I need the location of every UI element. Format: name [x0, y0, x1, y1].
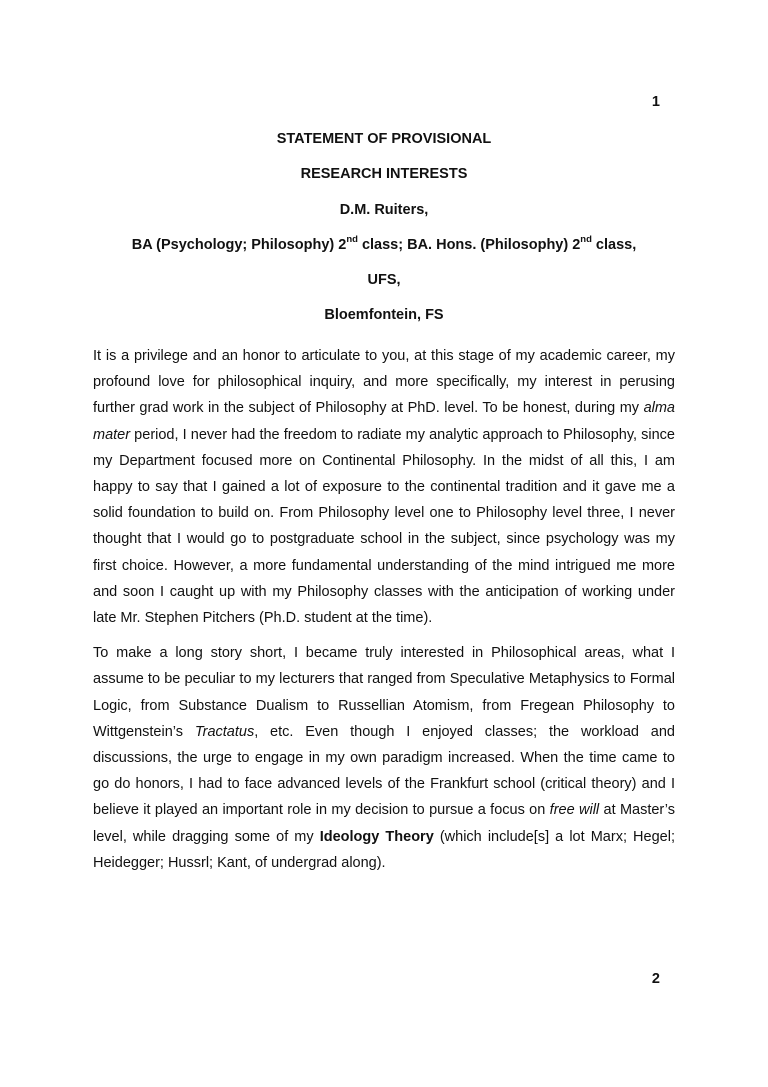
paragraph-1: It is a privilege and an honor to articulate to you, at this stage of my academic career, my profound love for philosophical inquiry, and more specifically, my interest in perusing further grad work in the subject of Philosophy at PhD. level. To be honest, during my alma mater period, I never had the freedom to radiate my analytic approach to Philosophy, since my Department focused more on Continental Philosophy. In the midst of all this, I am happy to say that I gained a lot of exposure to the continental tradition and it gave me a solid foundation to build on. From Philosophy level one to Philosophy level three, I never thought that I would go to postgraduate school in the subject, since psychology was my first choice. However, a more fundamental understanding of the mind intrigued me more and soon I caught up with my Philosophy classes with the anticipation of working under late Mr. Stephen Pitchers (Ph.D. student at the time).: [93, 348, 675, 627]
paragraph-2: To make a long story short, I became truly interested in Philosophical areas, what I assume to be peculiar to my lecturers that ranged from Speculative Metaphysics to Formal Logic, from Substance Dualism to Russellian Atomism, from Fregean Philosophy to Wittgenstein’s Tractatus, etc. Even though I enjoyed classes; the workload and discussions, the urge to engage in my own paradigm increased. When the time came to go do honors, I had to face advanced levels of the Frankfurt school (critical theory) and I believe it played an important role in my decision to pursue a focus on free will at Master’s level, while dragging some of my Ideology Theory (which include[s] a lot Marx; Hegel; Heidegger; Hussrl; Kant, of undergrad along).: [93, 645, 676, 871]
document-header: [0, 122, 768, 334]
emphasis-alma-mater: alma mater: [93, 400, 675, 443]
emphasis-tractatus: Tractatus: [194, 723, 255, 740]
emphasis-ideology-theory: Ideology Theory: [319, 828, 434, 845]
title-line-2: RESEARCH INTERESTS: [300, 166, 468, 183]
location: Bloemfontein, FS: [324, 307, 444, 324]
emphasis-free-will: free will: [549, 802, 600, 819]
institution: UFS,: [367, 272, 401, 289]
title-line-1: STATEMENT OF PROVISIONAL: [276, 131, 492, 147]
statement-body: [93, 343, 675, 876]
author-degrees: BA (Psychology; Philosophy) 2nd class; BA. Hons. (Philosophy) 2nd class,: [131, 233, 637, 253]
page-number-top: 1: [651, 94, 660, 110]
author-name: D.M. Ruiters,: [339, 201, 429, 218]
page-number-bottom: 2: [651, 971, 660, 987]
